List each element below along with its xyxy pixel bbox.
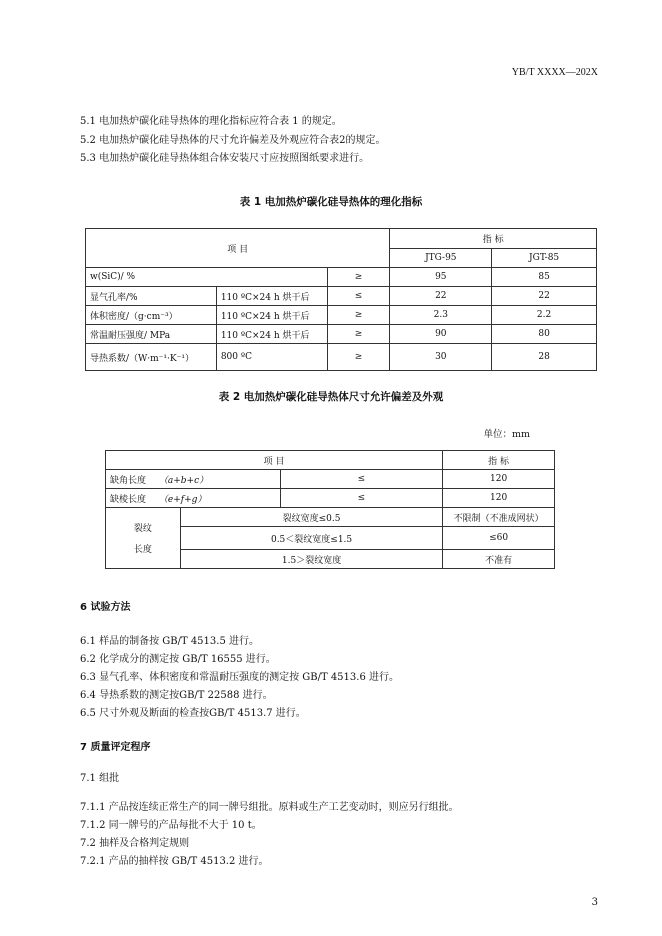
clause-7-2-1: 7.2.1 产品的抽样按 GB/T 4513.2 进行。 xyxy=(80,856,269,867)
table-row xyxy=(106,489,555,508)
table-row xyxy=(106,508,555,527)
t1-row-sym: ≤ xyxy=(327,287,390,306)
clause-5-1: 5.1 电加热炉碳化硅导热体的理化指标应符合表 1 的规定。 xyxy=(80,116,342,127)
t1-row-v1: 22 xyxy=(390,287,492,306)
clause-6-3: 6.3 显气孔率、体积密度和常温耐压强度的测定按 GB/T 4513.6 进行。 xyxy=(80,672,399,683)
t2-crack-value: 不准有 xyxy=(443,550,555,569)
t2-edge-formula: （e+f+g） xyxy=(158,494,207,505)
page-number: 3 xyxy=(591,897,598,908)
t1-row-v2: 22 xyxy=(492,287,597,306)
t2-corner-name: 缺角长度 xyxy=(110,475,147,486)
table-row xyxy=(106,470,555,489)
t1-header-item: 项 目 xyxy=(86,229,390,268)
t1-row-name: 导热系数/（W·m⁻¹·K⁻¹） xyxy=(86,344,217,371)
t2-crack-cond: 裂纹宽度≤0.5 xyxy=(180,508,442,527)
t1-row-cond: 800 ºC xyxy=(216,344,327,371)
t2-header-index: 指 标 xyxy=(443,451,555,470)
table1-caption: 表 1 电加热炉碳化硅导热体的理化指标 xyxy=(239,196,423,208)
t1-row-cond: 110 ºC×24 h 烘干后 xyxy=(216,306,327,325)
clause-7-2: 7.2 抽样及合格判定规则 xyxy=(80,838,190,849)
t2-corner-cell xyxy=(106,470,281,489)
section-7-title: 7 质量评定程序 xyxy=(80,742,151,753)
table-row xyxy=(86,325,597,344)
t2-crack-label-1: 裂纹 xyxy=(133,524,152,534)
clause-7-1-2: 7.1.2 同一牌号的产品每批不大于 10 t。 xyxy=(80,820,262,831)
table-row xyxy=(86,268,597,287)
table2-caption: 表 2 电加热炉碳化硅导热体尺寸允许偏差及外观 xyxy=(218,391,444,403)
t2-header-item: 项 目 xyxy=(106,451,443,470)
t1-header-index: 指 标 xyxy=(390,229,597,249)
t2-corner-sym: ≤ xyxy=(280,470,443,489)
clause-6-4: 6.4 导热系数的测定按GB/T 22588 进行。 xyxy=(80,690,273,701)
t2-crack-label-2: 长度 xyxy=(133,545,152,555)
table-row xyxy=(86,287,597,306)
t2-edge-name: 缺棱长度 xyxy=(110,494,147,505)
t1-row-v2: 80 xyxy=(492,325,597,344)
t2-edge-value: 120 xyxy=(443,489,555,508)
t1-row-v1: 2.3 xyxy=(390,306,492,325)
t2-corner-formula: （a+b+c） xyxy=(158,475,209,486)
t2-edge-sym: ≤ xyxy=(280,489,443,508)
t1-row-sym: ≥ xyxy=(327,306,390,325)
t2-crack-value: ≤60 xyxy=(443,527,555,550)
t1-row-name: 显气孔率/% xyxy=(86,287,217,306)
t1-grade-2: JGT-85 xyxy=(492,248,597,268)
table-row xyxy=(86,344,597,371)
t1-row-name: 体积密度/（g·cm⁻³） xyxy=(86,306,217,325)
t2-crack-cond: 1.5＞裂纹宽度 xyxy=(180,550,442,569)
t1-row-v1: 30 xyxy=(390,344,492,371)
t1-row-sym: ≥ xyxy=(327,268,390,287)
t1-row-v1: 90 xyxy=(390,325,492,344)
t1-row-sym: ≥ xyxy=(327,344,390,371)
t2-crack-label xyxy=(106,508,181,569)
t1-row-name: w(SiC)/ % xyxy=(86,268,328,287)
t1-row-cond: 110 ºC×24 h 烘干后 xyxy=(216,325,327,344)
clause-6-2: 6.2 化学成分的测定按 GB/T 16555 进行。 xyxy=(80,654,276,665)
t1-row-v2: 85 xyxy=(492,268,597,287)
t2-corner-value: 120 xyxy=(443,470,555,489)
table-row xyxy=(86,306,597,325)
t2-crack-cond: 0.5＜裂纹宽度≤1.5 xyxy=(180,527,442,550)
section-6-title: 6 试验方法 xyxy=(80,602,131,613)
clause-6-1: 6.1 样品的制备按 GB/T 4513.5 进行。 xyxy=(80,636,259,647)
t2-edge-cell xyxy=(106,489,281,508)
t1-row-v2: 28 xyxy=(492,344,597,371)
t1-row-name: 常温耐压强度/ MPa xyxy=(86,325,217,344)
clause-7-1: 7.1 组批 xyxy=(80,773,120,784)
clause-7-1-1: 7.1.1 产品按连续正常生产的同一牌号组批。原料或生产工艺变动时，则应另行组批。 xyxy=(80,802,459,813)
clause-5-3: 5.3 电加热炉碳化硅导热体组合体安装尺寸应按照图纸要求进行。 xyxy=(80,153,370,164)
t1-row-cond: 110 ºC×24 h 烘干后 xyxy=(216,287,327,306)
document-code: YB/T XXXX—202X xyxy=(511,67,598,78)
clause-5-2: 5.2 电加热炉碳化硅导热体的尺寸允许偏差及外观应符合表2的规定。 xyxy=(80,135,386,146)
table2 xyxy=(105,450,555,569)
t1-row-v1: 95 xyxy=(390,268,492,287)
table1 xyxy=(85,228,597,371)
table2-unit: 单位：mm xyxy=(483,429,530,440)
clause-6-5: 6.5 尺寸外观及断面的检查按GB/T 4513.7 进行。 xyxy=(80,708,306,719)
t1-row-v2: 2.2 xyxy=(492,306,597,325)
t1-row-sym: ≥ xyxy=(327,325,390,344)
t2-crack-value: 不限制（不准成网状） xyxy=(443,508,555,527)
t1-grade-1: JTG-95 xyxy=(390,248,492,268)
